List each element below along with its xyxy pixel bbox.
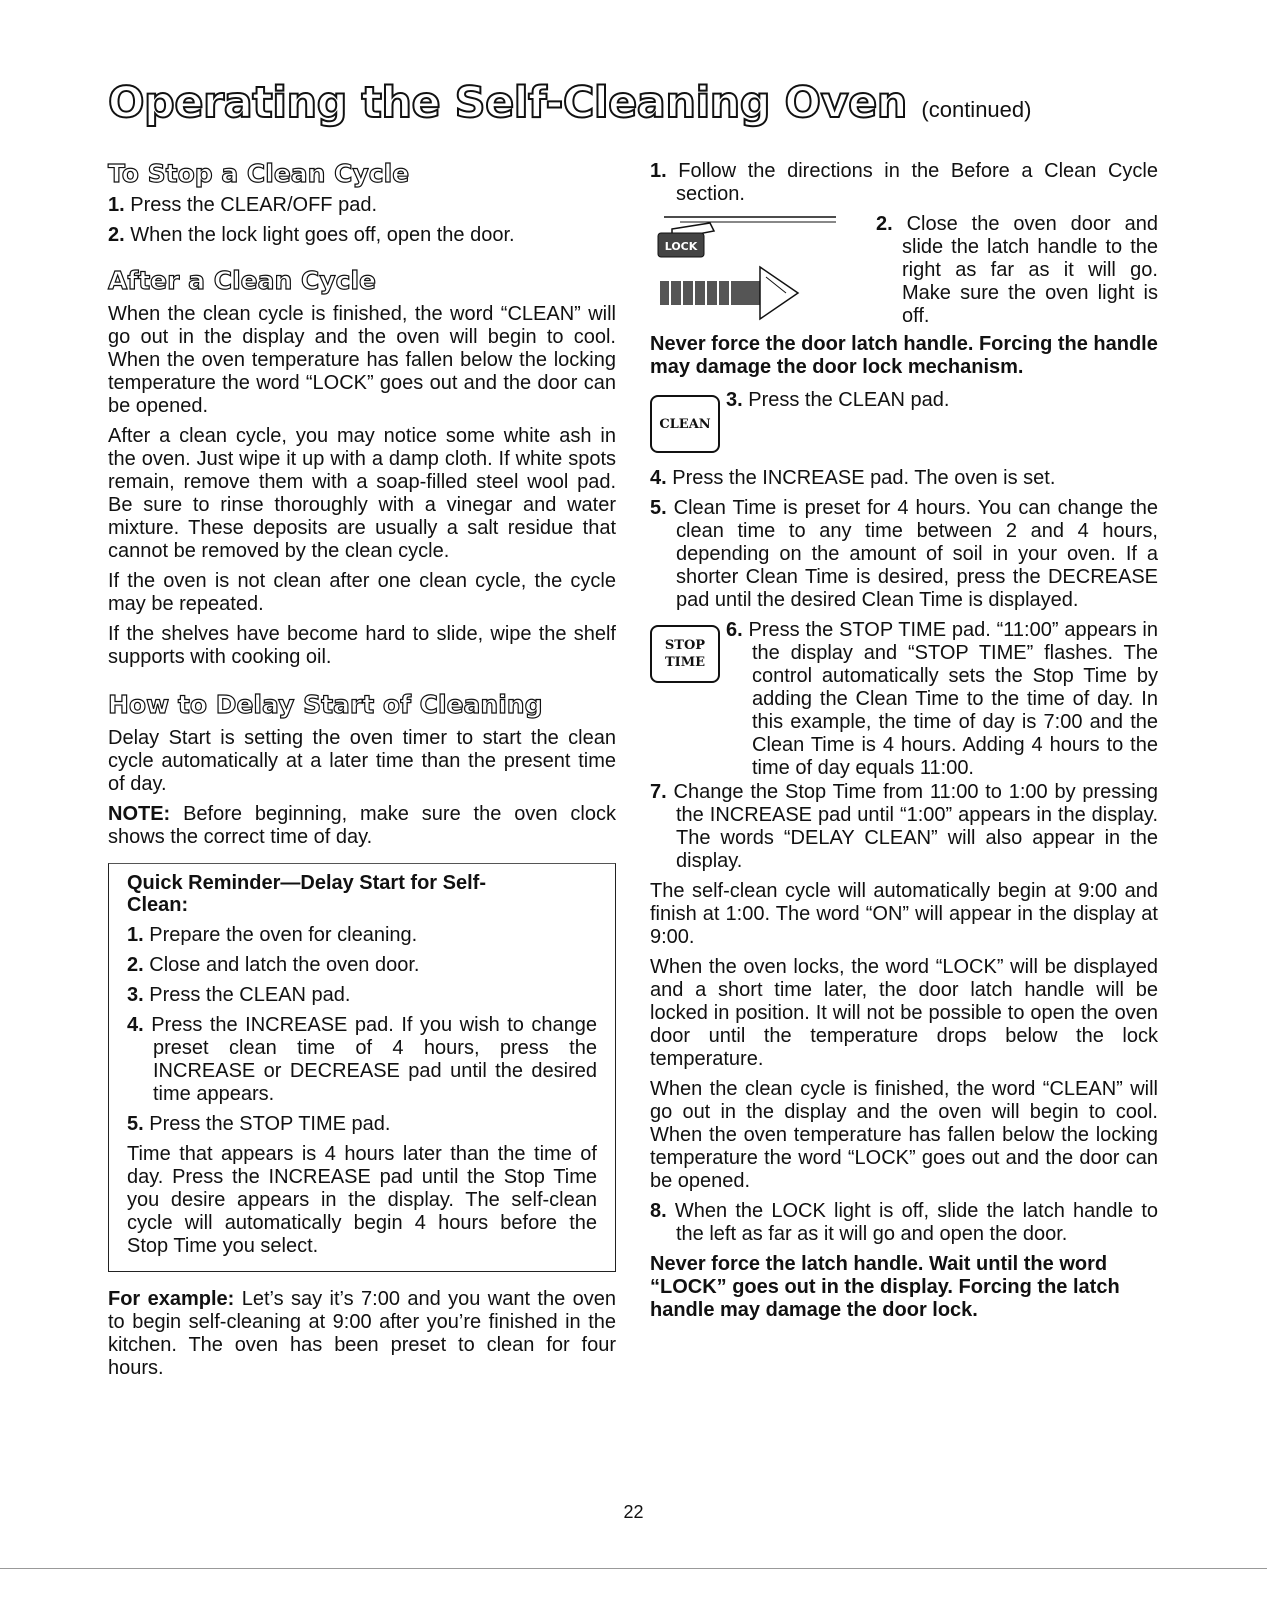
body-paragraph: If the shelves have become hard to slide, wipe the shelf supports with cooking oil. [108,623,616,668]
step-text: Close the oven door and slide the latch handle to the right as far as it will go. Make sure the oven light is off. [902,213,1158,327]
step-text: Prepare the oven for cleaning. [149,924,418,946]
list-item [108,224,616,247]
body-paragraph: When the clean cycle is finished, the word “CLEAN” will go out in the display and the oven will begin to cool. When the oven temperature has fallen below the locking temperature the word “LOCK” goes out and the door can be opened. [108,303,616,417]
list-item [127,924,597,947]
clean-pad-label: CLEAN [659,416,711,432]
stop-pad-line2: TIME [664,655,706,670]
list-item [127,954,597,977]
body-paragraph: When the oven locks, the word “LOCK” will be displayed and a short time later, the door latch handle will be locked in position. It will not be possible to open the oven door until the temperature drops below the lock temperature. [650,956,1158,1070]
left-column [108,160,616,1387]
clean-pad-icon [650,395,720,453]
step-number: 2. [108,224,125,246]
list-item [650,781,1158,873]
list-item [108,194,616,217]
step-number: 5. [650,497,667,519]
right-column [650,160,1158,1329]
step-text: Change the Stop Time from 11:00 to 1:00 by pressing the INCREASE pad until “1:00” appears in the display. The words “DELAY CLEAN” will also appear in the display. [673,781,1158,872]
list-item [127,1014,597,1106]
step-text: When the LOCK light is off, slide the latch handle to the left as far as it will go and open the door. [674,1200,1159,1245]
step-number: 3. [127,984,144,1006]
list-item [650,467,1158,490]
note-paragraph [108,803,616,849]
step-text: Press the STOP TIME pad. “11:00” appears in the display and “STOP TIME” flashes. The control automatically sets the Stop Time by adding the Clean Time to the time of day. In this example, the time of day is 7:00 and the Clean Time is 4 hours. Adding 4 hours to the time of day equals 11:00. [748,619,1158,779]
step-number: 1. [127,924,144,946]
step-text: Close and latch the oven door. [149,954,420,976]
warning-lock: Never force the latch handle. Wait until the word “LOCK” goes out in the display. Forcing the latch handle may damage the door lock. [650,1253,1120,1321]
list-item [726,619,1158,780]
example-label: For example: [108,1288,235,1310]
stop-time-pad-row [650,619,1158,779]
step-number: 4. [650,467,667,489]
step-text: Press the INCREASE pad. The oven is set. [672,467,1056,489]
stop-time-pad-icon [650,625,720,683]
body-paragraph: If the oven is not clean after one clean cycle, the cycle may be repeated. [108,570,616,615]
reminder-closing: Time that appears is 4 hours later than the time of day. Press the INCREASE pad until the Stop Time you desire appears in the display. The self-clean cycle will automatically begin 4 hours before the Stop Time you select. [127,1143,597,1257]
step-text: Press the INCREASE pad. If you wish to change preset clean time of 4 hours, press the INCREASE or DECREASE pad until the desired time appears. [151,1014,598,1105]
step-text: Press the CLEAN pad. [748,389,950,411]
reminder-title: Quick Reminder—Delay Start for Self-Clean: [127,872,486,916]
list-item [650,160,1158,206]
stop-cycle-heading: To Stop a Clean Cycle [108,159,410,188]
list-item [127,1113,597,1136]
step-text: Press the CLEAR/OFF pad. [130,194,378,216]
list-item [726,389,1158,412]
clean-pad-row [650,389,1158,461]
latch-handle-illustration [650,213,850,325]
step-6-block [726,619,1158,787]
step-number: 2. [127,954,144,976]
step-number: 5. [127,1113,144,1135]
body-paragraph: The self-clean cycle will automatically begin at 9:00 and finish at 1:00. The word “ON” will appear in the display at 9:00. [650,880,1158,948]
after-cycle-heading: After a Clean Cycle [108,266,376,295]
step-text: Clean Time is preset for 4 hours. You can change the clean time to any time between 2 and 4 hours, depending on the amount of soil in your oven. If a shorter Clean Time is desired, press the DECREASE pad until the desired Clean Time is displayed. [673,497,1158,611]
step-3-block [726,389,1158,419]
step-number: 3. [726,389,743,411]
list-item [876,213,1158,328]
step-text: Press the CLEAN pad. [149,984,351,1006]
latch-figure-row [650,213,1158,325]
delay-start-heading: How to Delay Start of Cleaning [108,690,543,719]
page-title-text: Operating the Self-Cleaning Oven [108,78,907,128]
lock-indicator-label: LOCK [664,240,698,253]
stop-pad-line1: STOP [664,638,706,653]
list-item [650,497,1158,612]
body-paragraph: After a clean cycle, you may notice some white ash in the oven. Just wipe it up with a damp cloth. If white spots remain, remove them with a soap-filled steel wool pad. Be sure to rinse thoroughly with a vinegar and water mixture. These deposits are usually a salt residue that cannot be removed by the clean cycle. [108,425,616,562]
step-number: 4. [127,1014,144,1036]
list-item [650,1200,1158,1246]
example-text: Let’s say it’s 7:00 and you want the oven to begin self-cleaning at 9:00 after you’re finished in the kitchen. The oven has been preset to clean for four hours. [108,1288,616,1379]
step-number: 6. [726,619,743,641]
list-item [127,984,597,1007]
example-paragraph [108,1288,616,1380]
step-text: Follow the directions in the Before a Clean Cycle section. [676,160,1158,205]
step-2-block [876,213,1158,335]
delay-intro: Delay Start is setting the oven timer to start the clean cycle automatically at a later time than the present time of day. [108,727,616,795]
step-number: 2. [876,213,893,235]
note-label: NOTE: [108,803,171,825]
page-number: 22 [623,1502,644,1522]
step-text: Press the STOP TIME pad. [149,1113,391,1135]
quick-reminder-box [108,863,616,1272]
right-arrow-icon [660,267,798,319]
footer-divider [0,1568,1267,1569]
body-paragraph: When the clean cycle is finished, the word “CLEAN” will go out in the display and the oven will begin to cool. When the oven temperature has fallen below the locking temperature the word “LOCK” goes out and the door can be opened. [650,1078,1158,1192]
step-number: 8. [650,1200,667,1222]
note-text: Before beginning, make sure the oven clock shows the correct time of day. [108,803,616,848]
step-number: 1. [108,194,125,216]
step-text: When the lock light goes off, open the door. [130,224,515,246]
step-number: 7. [650,781,667,803]
step-number: 1. [650,160,667,182]
continued-label: (continued) [921,97,1032,122]
warning-latch: Never force the door latch handle. Forcing the handle may damage the door lock mechanism. [650,333,1158,378]
page-title [108,78,1031,128]
